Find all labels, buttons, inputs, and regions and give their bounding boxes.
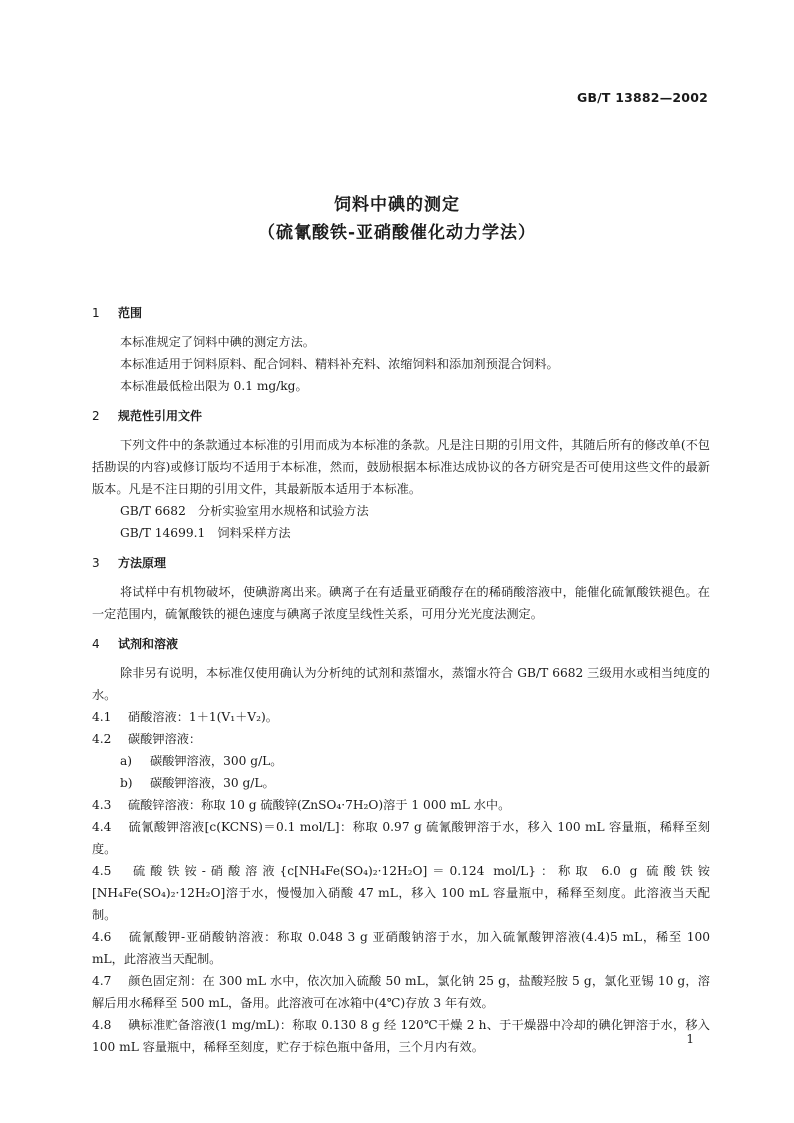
clause-4-7: 4.7 颜色固定剂：在 300 mL 水中，依次加入硫酸 50 mL，氯化钠 25 g，盐酸羟胺 5 g，氯化亚锡 10 g，溶解后用水稀释至 500 mL，备用。此溶液可在冰箱中(4℃)存放 3 年有效。 <box>92 974 710 1010</box>
page-number: 1 <box>686 1032 694 1046</box>
clause-4-5: 4.5 硫酸铁铵-硝酸溶液{c[NH₄Fe(SO₄)₂·12H₂O]＝0.124 mol/L}：称取 6.0 g 硫酸铁铵[NH₄Fe(SO₄)₂·12H₂O]溶于水，慢慢加入硝酸 47 mL，移入 100 mL 容量瓶中，稀释至刻度。此溶液当天配制。 <box>92 864 710 922</box>
clause-4-4: 4.4 硫氰酸钾溶液[c(KCNS)＝0.1 mol/L]：称取 0.97 g 硫氰酸钾溶于水，移入 100 mL 容量瓶，稀释至刻度。 <box>92 820 710 856</box>
clause-4-6: 4.6 硫氰酸钾-亚硝酸钠溶液：称取 0.048 3 g 亚硝酸钠溶于水，加入硫氰酸钾溶液(4.4)5 mL，稀至 100 mL，此溶液当天配制。 <box>92 930 710 966</box>
paragraph: 本标准适用于饲料原料、配合饲料、精料补充料、浓缩饲料和添加剂预混合饲料。 <box>120 357 559 371</box>
section-title: 方法原理 <box>118 556 167 570</box>
paragraph: 本标准最低检出限为 0.1 mg/kg。 <box>120 379 308 393</box>
document-title: 饲料中碘的测定 <box>334 195 460 215</box>
clause-4-8: 4.8 碘标准贮备溶液(1 mg/mL)：称取 0.130 8 g 经 120℃干燥 2 h、于干燥器中冷却的碘化钾溶于水，移入 100 mL 容量瓶中，稀释至刻度，贮存于棕色瓶中备用，三个月内有效。 <box>92 1018 710 1054</box>
document-subtitle: （硫氰酸铁-亚硝酸催化动力学法） <box>257 223 537 243</box>
reference-item: GB/T 6682 分析实验室用水规格和试验方法 <box>120 504 369 518</box>
clause-4-2-a: a) 碳酸钾溶液，300 g/L。 <box>120 754 283 768</box>
reference-item: GB/T 14699.1 饲料采样方法 <box>120 526 291 540</box>
paragraph: 下列文件中的条款通过本标准的引用而成为本标准的条款。凡是注日期的引用文件，其随后所有的修改单(不包括勘误的内容)或修订版均不适用于本标准，然而，鼓励根据本标准达成协议的各方研究是否可使用这些文件的最新版本。凡是不注日期的引用文件，其最新版本适用于本标准。 <box>92 438 710 496</box>
standard-code: GB/T 13882—2002 <box>576 90 708 105</box>
section-heading-2 <box>92 407 710 424</box>
section-number: 1 <box>92 306 100 320</box>
clause-4-2: 4.2 碳酸钾溶液： <box>92 732 202 746</box>
section-title: 规范性引用文件 <box>118 409 203 423</box>
section-title: 范围 <box>118 306 143 320</box>
section-number: 3 <box>92 556 100 570</box>
document-body <box>92 298 710 1058</box>
clause-4-3: 4.3 硫酸锌溶液：称取 10 g 硫酸锌(ZnSO₄·7H₂O)溶于 1 000 mL 水中。 <box>92 798 511 812</box>
section-heading-3 <box>92 554 710 571</box>
section-heading-1 <box>92 304 710 321</box>
section-number: 2 <box>92 409 100 423</box>
paragraph: 除非另有说明，本标准仅使用确认为分析纯的试剂和蒸馏水，蒸馏水符合 GB/T 6682 三级用水或相当纯度的水。 <box>92 666 710 702</box>
paragraph: 本标准规定了饲料中碘的测定方法。 <box>120 335 315 349</box>
section-number: 4 <box>92 637 100 651</box>
section-heading-4 <box>92 635 710 652</box>
clause-4-1: 4.1 硝酸溶液：1＋1(V₁＋V₂)。 <box>92 710 278 724</box>
paragraph: 将试样中有机物破坏，使碘游离出来。碘离子在有适量亚硝酸存在的稀硝酸溶液中，能催化硫氰酸铁褪色。在一定范围内，硫氰酸铁的褪色速度与碘离子浓度呈线性关系，可用分光光度法测定。 <box>92 585 710 621</box>
clause-4-2-b: b) 碳酸钾溶液，30 g/L。 <box>120 776 275 790</box>
section-title: 试剂和溶液 <box>118 637 179 651</box>
